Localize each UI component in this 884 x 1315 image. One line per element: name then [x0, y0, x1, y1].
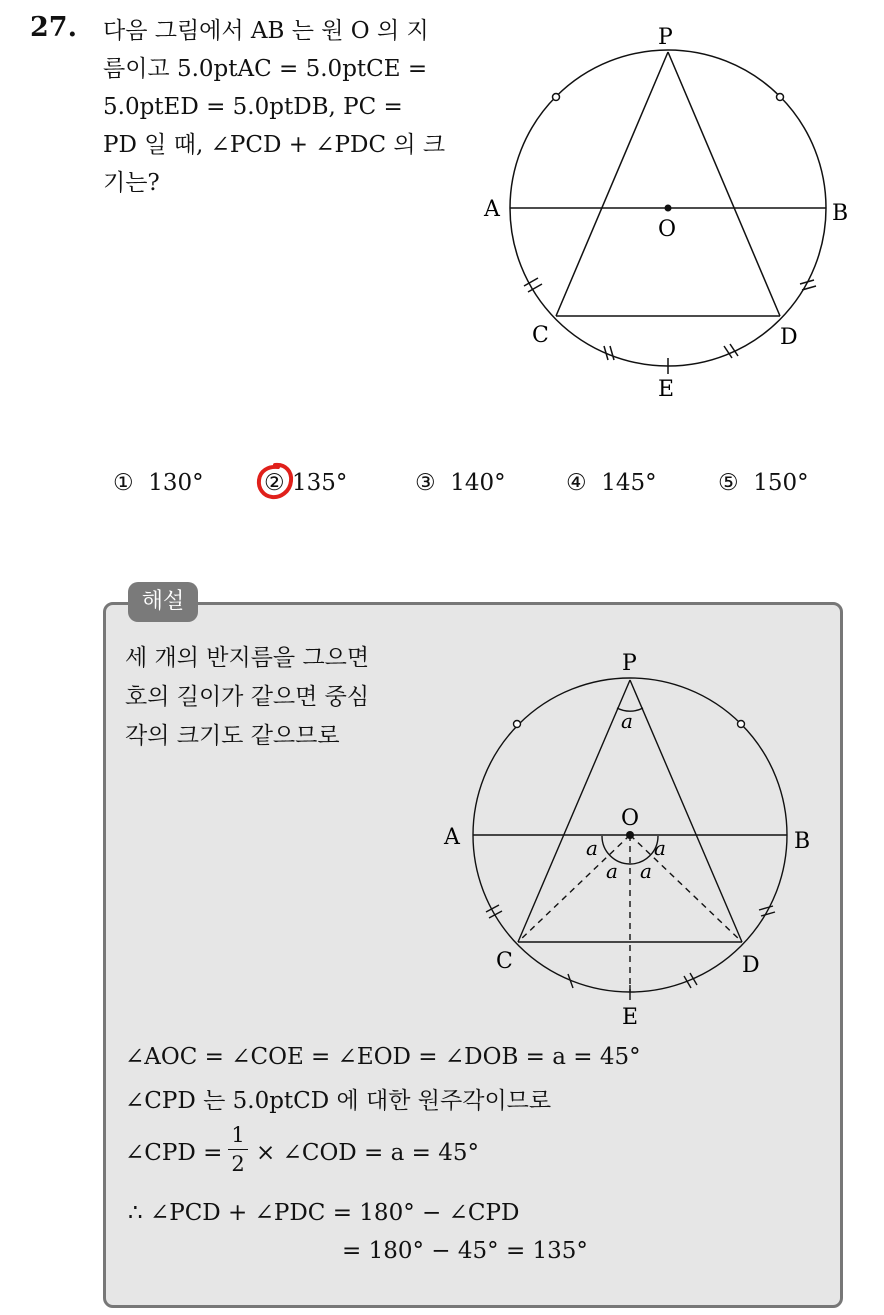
solution-intro-2: 호의 길이가 같으면 중심	[125, 684, 370, 710]
choice-3-value: 140°	[450, 470, 506, 496]
solution-arc-mark-left	[514, 721, 521, 728]
radius-oc	[518, 835, 630, 942]
question-line-1: 다음 그림에서 AB 는 원 O 의 지	[103, 18, 429, 44]
label-e: E	[658, 377, 675, 402]
choice-5[interactable]	[718, 470, 809, 496]
solution-circle-figure	[430, 640, 830, 1035]
segment-pc	[556, 52, 668, 316]
choice-1-mark: ①	[113, 470, 134, 496]
fraction-denominator: 2	[231, 1152, 245, 1176]
fraction-numerator: 1	[231, 1123, 245, 1147]
equation-4: ∴ ∠PCD + ∠PDC = 180° − ∠CPD	[128, 1200, 520, 1226]
solution-intro-1: 세 개의 반지름을 그으면	[125, 645, 370, 671]
label-a: A	[484, 197, 500, 222]
solution-tab: 해설	[128, 582, 198, 622]
choice-4[interactable]	[566, 470, 657, 496]
solution-segment-pc	[518, 680, 630, 942]
solution-center-point	[626, 831, 634, 839]
question-line-4: PD 일 때, ∠PCD + ∠PDC 의 크	[103, 132, 446, 158]
choice-2-value: 135°	[291, 470, 348, 496]
center-point	[665, 205, 672, 212]
solution-segment-pd	[630, 680, 742, 942]
angle-label-eod: a	[640, 859, 652, 883]
arc-mark-circle-left	[553, 94, 560, 101]
label-c: C	[532, 323, 549, 348]
angle-label-p: a	[621, 709, 633, 733]
radius-od	[630, 835, 742, 942]
angle-label-aoc: a	[586, 836, 598, 860]
choice-1[interactable]	[113, 470, 204, 496]
question-line-5: 기는?	[103, 170, 160, 196]
choice-5-value: 150°	[753, 470, 809, 496]
choice-3-mark: ③	[415, 470, 436, 496]
choice-2-mark: ②	[264, 470, 285, 496]
answer-circle-icon	[256, 462, 294, 500]
equation-3-left: ∠CPD =	[125, 1140, 223, 1166]
label-p: P	[658, 25, 673, 50]
choice-1-value: 130°	[148, 470, 204, 496]
solution-label-a: A	[444, 825, 460, 850]
angle-label-coe: a	[606, 859, 618, 883]
solution-label-o: O	[621, 806, 640, 831]
solution-label-b: B	[794, 829, 811, 854]
question-circle-figure	[470, 20, 870, 410]
angle-label-dob: a	[654, 836, 666, 860]
question-number: 27.	[30, 12, 77, 43]
choice-4-value: 145°	[601, 470, 657, 496]
tick-marks	[524, 278, 816, 360]
solution-label-c: C	[496, 949, 513, 974]
fraction-half	[228, 1124, 248, 1175]
choice-5-mark: ⑤	[718, 470, 739, 496]
equation-2: ∠CPD 는 5.0ptCD 에 대한 원주각이므로	[125, 1088, 552, 1114]
question-line-3: 5.0ptED = 5.0ptDB, PC =	[103, 94, 403, 120]
label-o: O	[658, 217, 677, 242]
label-b: B	[832, 201, 849, 226]
solution-arc-mark-right	[738, 721, 745, 728]
question-line-2: 름이고 5.0ptAC = 5.0ptCE =	[103, 56, 428, 82]
equation-5: = 180° − 45° = 135°	[342, 1238, 588, 1264]
arc-mark-circle-right	[777, 94, 784, 101]
choice-3[interactable]	[415, 470, 506, 496]
solution-label-p: P	[622, 651, 637, 676]
solution-intro-3: 각의 크기도 같으므로	[125, 723, 340, 749]
fraction-bar	[228, 1149, 248, 1150]
segment-pd	[668, 52, 780, 316]
solution-label-e: E	[622, 1005, 639, 1030]
label-d: D	[780, 325, 798, 350]
equation-3-right: × ∠COD = a = 45°	[256, 1140, 480, 1166]
solution-label-d: D	[742, 953, 760, 978]
equation-1: ∠AOC = ∠COE = ∠EOD = ∠DOB = a = 45°	[125, 1044, 641, 1070]
choice-4-mark: ④	[566, 470, 587, 496]
